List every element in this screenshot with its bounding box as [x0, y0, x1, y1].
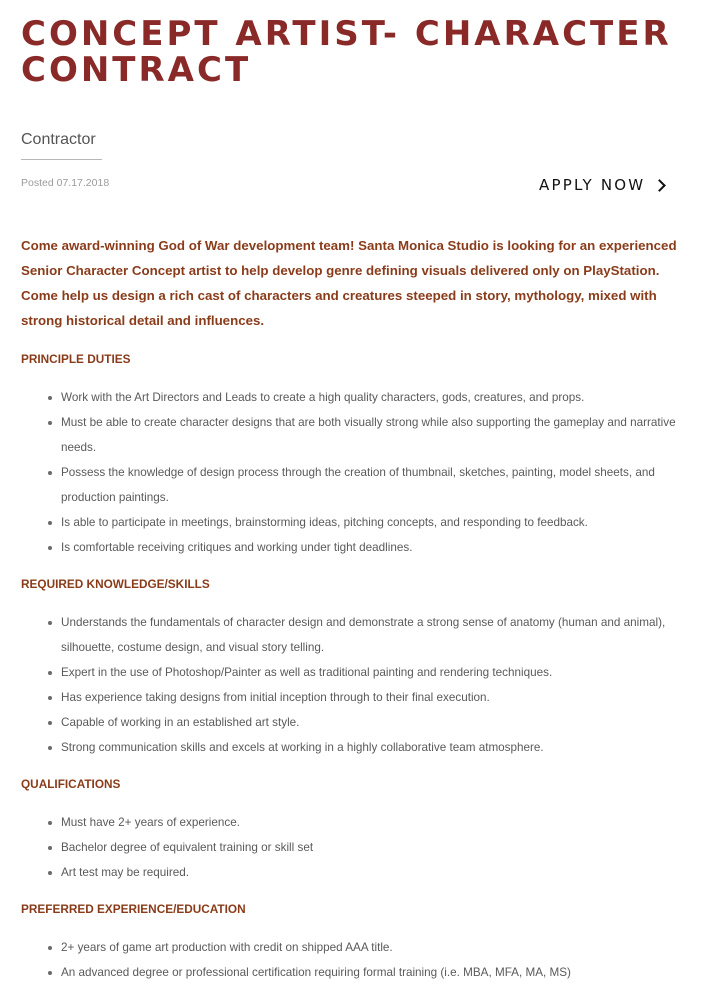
list-item: Capable of working in an established art style.	[21, 710, 693, 735]
list-item: Work with the Art Directors and Leads to create a high quality characters, gods, creatures, and props.	[21, 385, 693, 410]
apply-now-label: APPLY NOW	[539, 176, 646, 194]
list-item: Bachelor degree of equivalent training or skill set	[21, 835, 693, 860]
list-item: Is comfortable receiving critiques and working under tight deadlines.	[21, 535, 693, 560]
preferred-experience-list	[21, 935, 693, 985]
chevron-right-icon	[653, 179, 666, 192]
list-item: Is able to participate in meetings, brainstorming ideas, pitching concepts, and responding to feedback.	[21, 510, 693, 535]
section-heading-required-skills: REQUIRED KNOWLEDGE/SKILLS	[21, 577, 210, 591]
required-skills-list	[21, 610, 693, 760]
posted-date: Posted 07.17.2018	[21, 177, 110, 189]
list-item: Strong communication skills and excels at working in a highly collaborative team atmosphere.	[21, 735, 693, 760]
list-item: Understands the fundamentals of character design and demonstrate a strong sense of anatomy (human and animal), silhouette, costume design, and visual story telling.	[21, 610, 693, 660]
qualifications-list	[21, 810, 693, 885]
section-heading-preferred-experience: PREFERRED EXPERIENCE/EDUCATION	[21, 902, 246, 916]
section-heading-qualifications: QUALIFICATIONS	[21, 777, 121, 791]
list-item: Art test may be required.	[21, 860, 693, 885]
job-intro: Come award-winning God of War development team! Santa Monica Studio is looking for an experienced Senior Character Concept artist to help develop genre defining visuals delivered only on PlayStation. Come help us design a rich cast of characters and creatures steeped in story, mythology, mixed with strong historical detail and influences.	[21, 238, 677, 328]
list-item: Expert in the use of Photoshop/Painter as well as traditional painting and rendering techniques.	[21, 660, 693, 685]
section-heading-principle-duties: PRINCIPLE DUTIES	[21, 352, 131, 366]
list-item: Possess the knowledge of design process through the creation of thumbnail, sketches, painting, model sheets, and production paintings.	[21, 460, 693, 510]
list-item: An advanced degree or professional certification requiring formal training (i.e. MBA, MFA, MA, MS)	[21, 960, 693, 985]
job-title: CONCEPT ARTIST- CHARACTER CONTRACT	[21, 14, 672, 90]
list-item: Has experience taking designs from initial inception through to their final execution.	[21, 685, 693, 710]
list-item: Must have 2+ years of experience.	[21, 810, 693, 835]
apply-now-link[interactable]	[539, 176, 664, 194]
list-item: 2+ years of game art production with credit on shipped AAA title.	[21, 935, 693, 960]
principle-duties-list	[21, 385, 693, 560]
list-item: Must be able to create character designs that are both visually strong while also supporting the gameplay and narrative needs.	[21, 410, 693, 460]
job-type-divider	[21, 159, 102, 160]
job-type: Contractor	[21, 131, 96, 148]
